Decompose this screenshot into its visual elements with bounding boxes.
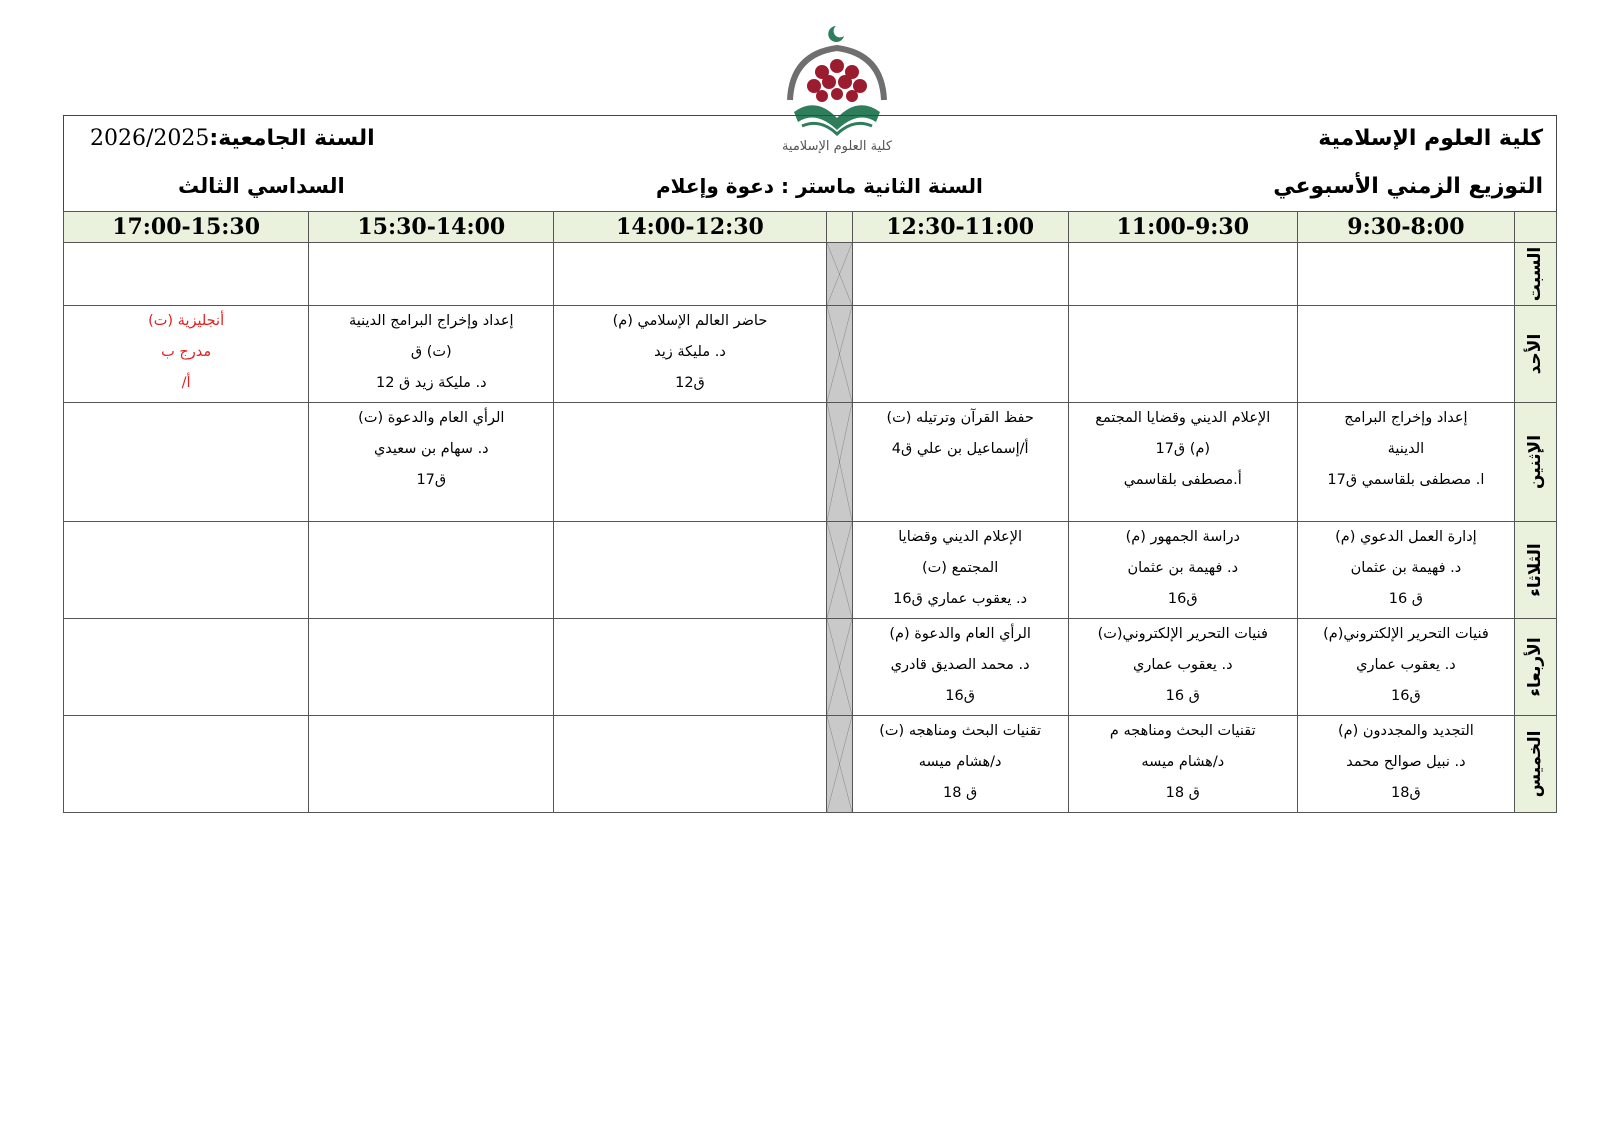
course-detail: (ت) ق bbox=[410, 344, 452, 361]
course-title: الرأي العام والدعوة (م) bbox=[889, 625, 1031, 642]
break-cell bbox=[826, 403, 852, 521]
day-name: الأحد bbox=[1525, 334, 1546, 375]
semester-title: السداسي الثالث bbox=[178, 174, 345, 198]
logo-lettering: كلية العلوم الإسلامية bbox=[781, 139, 893, 154]
course-title: أنجليزية (ت) bbox=[148, 313, 225, 330]
schedule-cell bbox=[64, 306, 309, 403]
course-detail: د. سهام بن سعيدي bbox=[373, 441, 489, 458]
schedule-cell bbox=[309, 403, 554, 521]
schedule-cell bbox=[309, 306, 554, 403]
break-cell bbox=[826, 306, 852, 403]
course-title: التجديد والمجددون (م) bbox=[1337, 722, 1474, 739]
schedule-cell bbox=[64, 243, 309, 306]
schedule-cell bbox=[1297, 243, 1514, 306]
course-room: د. يعقوب عماري ق16 bbox=[893, 590, 1028, 607]
college-name: كلية العلوم الإسلامية bbox=[1318, 126, 1543, 151]
break-column-header bbox=[826, 212, 852, 243]
day-name: الخميس bbox=[1525, 730, 1546, 798]
time-header-row bbox=[64, 212, 1557, 243]
schedule-cell bbox=[1297, 618, 1514, 715]
course-title: دراسة الجمهور (م) bbox=[1125, 528, 1240, 545]
course-title: الإعلام الديني وقضايا bbox=[898, 528, 1022, 545]
day-label-cell bbox=[1514, 521, 1556, 618]
course-detail: مدرج ب bbox=[161, 344, 212, 361]
course-room: ق18 bbox=[1391, 784, 1421, 801]
schedule-cell bbox=[64, 403, 309, 521]
schedule-cell bbox=[554, 618, 826, 715]
corner-cell bbox=[1514, 212, 1556, 243]
schedule-cell bbox=[1068, 306, 1297, 403]
course-title: تقنيات البحث ومناهجه م bbox=[1109, 722, 1256, 739]
course-title: حاضر العالم الإسلامي (م) bbox=[612, 313, 768, 330]
course-room: ق12 bbox=[675, 375, 705, 392]
academic-year-value: 2026/2025 bbox=[90, 126, 210, 151]
course-room: ق17 bbox=[416, 472, 447, 489]
schedule-cell bbox=[852, 306, 1068, 403]
day-row bbox=[64, 306, 1557, 403]
day-label-cell bbox=[1514, 403, 1556, 521]
day-name: الإثنين bbox=[1525, 435, 1546, 490]
schedule-cell bbox=[852, 403, 1068, 521]
break-cell bbox=[826, 243, 852, 306]
schedule-cell bbox=[64, 521, 309, 618]
schedule-cell bbox=[852, 521, 1068, 618]
program-title: السنة الثانية ماستر : دعوة وإعلام bbox=[656, 174, 983, 198]
course-detail: المجتمع (ت) bbox=[922, 559, 999, 576]
day-label-cell bbox=[1514, 306, 1556, 403]
course-room: د. مليكة زيد ق 12 bbox=[376, 375, 487, 392]
schedule-cell bbox=[1068, 715, 1297, 812]
course-room: ق 18 bbox=[942, 784, 978, 801]
course-room: ق16 bbox=[1167, 590, 1198, 607]
day-label-cell bbox=[1514, 715, 1556, 812]
day-row bbox=[64, 618, 1557, 715]
course-room: ق16 bbox=[1391, 687, 1421, 704]
schedule-cell bbox=[554, 403, 826, 521]
schedule-cell bbox=[64, 618, 309, 715]
day-row bbox=[64, 403, 1557, 521]
course-title: إعداد وإخراج البرامج bbox=[1344, 410, 1468, 427]
schedule-cell bbox=[852, 715, 1068, 812]
academic-year-label: السنة الجامعية: bbox=[209, 126, 375, 151]
course-detail: د. محمد الصديق قادري bbox=[890, 656, 1030, 673]
time-slot-header: 17:00-15:30 bbox=[64, 212, 309, 243]
course-detail: د/هشام ميسه bbox=[1141, 753, 1225, 770]
day-row bbox=[64, 715, 1557, 812]
time-slot-header: 15:30-14:00 bbox=[309, 212, 554, 243]
course-detail: (م) ق17 bbox=[1155, 441, 1211, 458]
day-row bbox=[64, 243, 1557, 306]
course-title: الإعلام الديني وقضايا المجتمع bbox=[1095, 410, 1271, 427]
schedule-table bbox=[63, 211, 1557, 813]
course-detail: د. يعقوب عماري bbox=[1356, 656, 1456, 673]
distribution-title: التوزيع الزمني الأسبوعي bbox=[1273, 174, 1543, 199]
day-label-cell bbox=[1514, 243, 1556, 306]
schedule-cell bbox=[1068, 243, 1297, 306]
break-cell bbox=[826, 521, 852, 618]
schedule-cell bbox=[1068, 521, 1297, 618]
break-cell bbox=[826, 618, 852, 715]
course-room: أ.مصطفى بلقاسمي bbox=[1123, 472, 1242, 489]
course-detail: د. نبيل صوالح محمد bbox=[1346, 753, 1466, 770]
course-detail: الدينية bbox=[1387, 441, 1425, 458]
schedule-cell bbox=[852, 618, 1068, 715]
course-title: تقنيات البحث ومناهجه (ت) bbox=[879, 722, 1041, 739]
course-title: فنيات التحرير الإلكتروني(ت) bbox=[1097, 625, 1268, 642]
course-title: الرأي العام والدعوة (ت) bbox=[358, 410, 505, 427]
schedule-cell bbox=[1297, 521, 1514, 618]
break-cell bbox=[826, 715, 852, 812]
academic-year bbox=[90, 126, 375, 151]
schedule-cell bbox=[309, 521, 554, 618]
schedule-cell bbox=[309, 715, 554, 812]
schedule-cell bbox=[309, 243, 554, 306]
day-name: الثلاثاء bbox=[1525, 543, 1546, 597]
course-room: أ/ bbox=[181, 375, 191, 392]
schedule-cell bbox=[309, 618, 554, 715]
day-name: السبت bbox=[1525, 246, 1546, 302]
course-title: حفظ القرآن وترتيله (ت) bbox=[886, 410, 1034, 427]
schedule-cell bbox=[554, 306, 826, 403]
schedule-cell bbox=[1297, 715, 1514, 812]
course-detail: د. فهيمة بن عثمان bbox=[1127, 559, 1239, 576]
course-detail: د. مليكة زيد bbox=[654, 344, 726, 361]
time-slot-header: 9:30-8:00 bbox=[1297, 212, 1514, 243]
schedule-cell bbox=[1297, 306, 1514, 403]
schedule-cell bbox=[1068, 403, 1297, 521]
course-room: ق 18 bbox=[1165, 784, 1200, 801]
schedule-cell bbox=[554, 521, 826, 618]
course-title: فنيات التحرير الإلكتروني(م) bbox=[1323, 625, 1489, 642]
course-room: ق 16 bbox=[1165, 687, 1200, 704]
day-label-cell bbox=[1514, 618, 1556, 715]
schedule-cell bbox=[554, 243, 826, 306]
course-detail: أ/إسماعيل بن علي ق4 bbox=[891, 441, 1029, 458]
schedule-cell bbox=[64, 715, 309, 812]
crescent-icon bbox=[828, 26, 844, 42]
course-detail: د. فهيمة بن عثمان bbox=[1350, 559, 1462, 576]
course-room: ق 16 bbox=[1388, 590, 1424, 607]
schedule-cell bbox=[1068, 618, 1297, 715]
course-detail: د. يعقوب عماري bbox=[1132, 656, 1233, 673]
course-title: إعداد وإخراج البرامج الدينية bbox=[349, 313, 514, 330]
schedule-cell bbox=[1297, 403, 1514, 521]
course-detail: د/هشام ميسه bbox=[918, 753, 1002, 770]
time-slot-header: 12:30-11:00 bbox=[852, 212, 1068, 243]
course-title: إدارة العمل الدعوي (م) bbox=[1335, 528, 1477, 545]
time-slot-header: 14:00-12:30 bbox=[554, 212, 826, 243]
day-row bbox=[64, 521, 1557, 618]
schedule-cell bbox=[852, 243, 1068, 306]
time-slot-header: 11:00-9:30 bbox=[1068, 212, 1297, 243]
day-name: الأربعاء bbox=[1525, 637, 1546, 697]
schedule-cell bbox=[554, 715, 826, 812]
course-room: ا. مصطفى بلقاسمي ق17 bbox=[1327, 472, 1485, 489]
course-room: ق16 bbox=[945, 687, 975, 704]
